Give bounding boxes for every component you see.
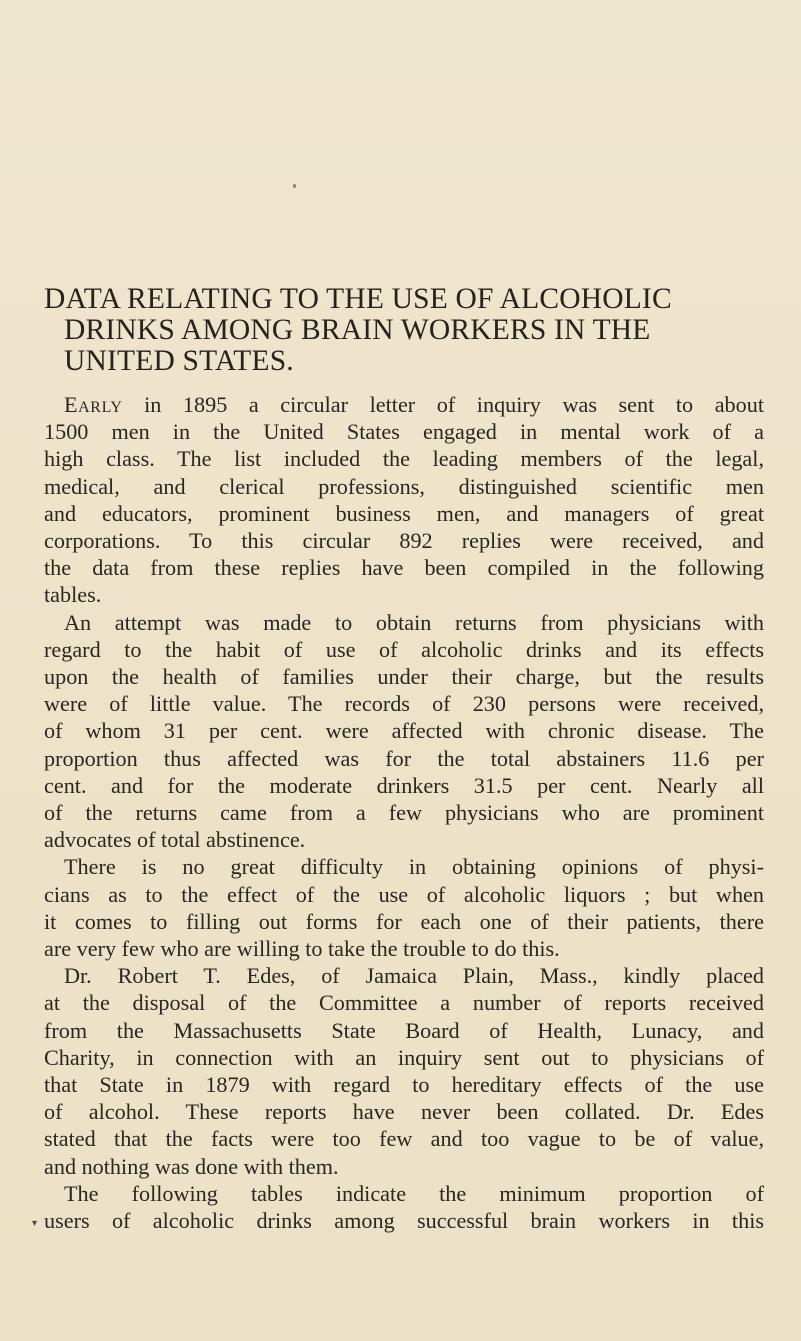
text-line: There is no great difficulty in obtaining opinions of physi- xyxy=(64,854,764,880)
margin-mark: ▾ xyxy=(32,1218,38,1229)
chapter-title xyxy=(44,284,764,377)
text-line: An attempt was made to obtain returns from physicians with xyxy=(64,609,764,635)
text-line: it comes to filling out forms for each one of their patients, there xyxy=(44,908,764,934)
ink-speck xyxy=(293,184,296,188)
text-line: users of alcoholic drinks among successful brain workers in this xyxy=(44,1208,764,1234)
text-line: of whom 31 per cent. were affected with chronic disease. The xyxy=(44,718,764,744)
text-line: advocates of total abstinence. xyxy=(44,827,306,853)
text-line: Dr. Robert T. Edes, of Jamaica Plain, Mass., kindly placed xyxy=(64,963,764,989)
text-line: of the returns came from a few physicians who are prominent xyxy=(44,800,764,826)
text-line: tables. xyxy=(44,582,102,608)
text-line: medical, and clerical professions, distinguished scientific men xyxy=(44,473,764,499)
text-line: upon the health of families under their charge, but the results xyxy=(44,664,764,690)
text-line: of alcohol. These reports have never been collated. Dr. Edes xyxy=(44,1099,764,1125)
text-line-rest: in 1895 a circular letter of inquiry was sent to about xyxy=(122,392,764,417)
paragraph xyxy=(44,391,764,609)
text-line: stated that the facts were too few and too vague to be of value, xyxy=(44,1126,764,1152)
paragraph xyxy=(44,609,764,854)
text-line: The following tables indicate the minimum proportion of xyxy=(64,1180,764,1206)
paragraph xyxy=(44,962,764,1180)
title-line: DRINKS AMONG BRAIN WORKERS IN THE xyxy=(64,314,651,346)
paragraph xyxy=(44,1180,764,1234)
text-line: from the Massachusetts State Board of Health, Lunacy, and xyxy=(44,1017,764,1043)
text-line: are very few who are willing to take the trouble to do this. xyxy=(44,936,560,962)
title-line: UNITED STATES. xyxy=(64,345,294,377)
text-line: were of little value. The records of 230 persons were received, xyxy=(44,691,764,717)
text-line: regard to the habit of use of alcoholic drinks and its effects xyxy=(44,636,764,662)
text-line: and educators, prominent business men, and managers of great xyxy=(44,500,764,526)
text-line: proportion thus affected was for the total abstainers 11.6 per xyxy=(44,745,764,771)
text-line: high class. The list included the leading members of the legal, xyxy=(44,446,764,472)
text-line: and nothing was done with them. xyxy=(44,1153,339,1179)
body-text xyxy=(44,391,764,1234)
text-line: 1500 men in the United States engaged in mental work of a xyxy=(44,419,764,445)
text-line xyxy=(44,391,764,418)
text-line: at the disposal of the Committee a number of reports received xyxy=(44,990,764,1016)
lead-word: Early xyxy=(64,392,123,417)
text-line: Charity, in connection with an inquiry sent out to physicians of xyxy=(44,1044,764,1070)
title-line: DATA RELATING TO THE USE OF ALCOHOLIC xyxy=(44,283,672,315)
paragraph xyxy=(44,853,764,962)
text-line: cians as to the effect of the use of alcoholic liquors ; but when xyxy=(44,881,764,907)
text-line: that State in 1879 with regard to hereditary effects of the use xyxy=(44,1072,764,1098)
text-line: the data from these replies have been compiled in the following xyxy=(44,555,764,581)
text-line: cent. and for the moderate drinkers 31.5 per cent. Nearly all xyxy=(44,772,764,798)
text-line: corporations. To this circular 892 replies were received, and xyxy=(44,528,764,554)
